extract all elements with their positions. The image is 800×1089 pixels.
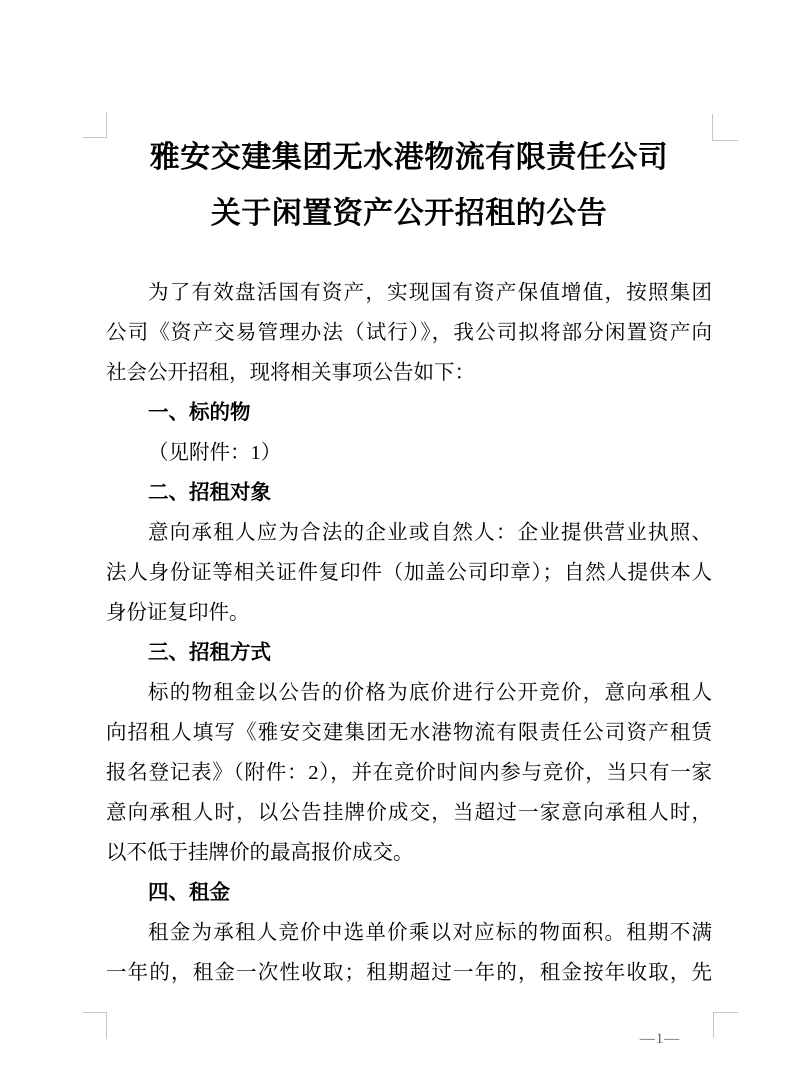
paragraph-2-line-1: 意向承租人应为合法的企业或自然人：企业提供营业执照、 xyxy=(148,522,712,544)
section-heading-3: 三、招租方式 xyxy=(148,641,271,664)
document-content xyxy=(106,130,712,993)
paragraph-4-line-2: 一年的，租金一次性收取；租期超过一年的，租金按年收取，先 xyxy=(106,962,712,984)
paragraph-1-line-3: 社会公开招租，现将相关事项公告如下： xyxy=(106,362,475,384)
paragraph-3-line-3: 报名登记表》（附件：2），并在竞价时间内参与竞价，当只有一家 xyxy=(106,762,712,784)
paragraph-3-line-1: 标的物租金以公告的价格为底价进行公开竞价，意向承租人 xyxy=(148,682,712,704)
paragraph-2-line-3: 身份证复印件。 xyxy=(106,602,250,624)
document-title-line-1: 雅安交建集团无水港物流有限责任公司 xyxy=(149,141,669,174)
paragraph-1-line-1: 为了有效盘活国有资产，实现国有资产保值增值，按照集团 xyxy=(148,282,712,304)
page-number: —1— xyxy=(639,1031,681,1047)
section-heading-2: 二、招租对象 xyxy=(148,481,271,504)
section-heading-4: 四、租金 xyxy=(148,881,230,904)
document-title xyxy=(106,130,712,242)
margin-crop-mark-top-right xyxy=(712,114,738,141)
paragraph-4-line-1: 租金为承租人竞价中选单价乘以对应标的物面积。租期不满 xyxy=(148,922,712,944)
section-heading-1: 一、标的物 xyxy=(148,401,251,424)
margin-crop-mark-bottom-left xyxy=(83,1012,107,1039)
paragraph-3-line-4: 意向承租人时，以公告挂牌价成交，当超过一家意向承租人时， xyxy=(106,802,712,824)
paragraph-3-line-5: 以不低于挂牌价的最高报价成交。 xyxy=(106,842,414,864)
document-body xyxy=(106,273,712,993)
attachment-reference: （见附件：1） xyxy=(148,442,282,464)
paragraph-2-line-2: 法人身份证等相关证件复印件（加盖公司印章）；自然人提供本人 xyxy=(106,562,712,584)
margin-crop-mark-bottom-right xyxy=(713,1012,738,1038)
paragraph-1-line-2: 公司《资产交易管理办法（试行）》，我公司拟将部分闲置资产向 xyxy=(106,322,712,344)
document-title-line-2: 关于闲置资产公开招租的公告 xyxy=(210,197,608,230)
margin-crop-mark-top-left xyxy=(83,112,107,138)
paragraph-3-line-2: 向招租人填写《雅安交建集团无水港物流有限责任公司资产租赁 xyxy=(106,722,712,744)
